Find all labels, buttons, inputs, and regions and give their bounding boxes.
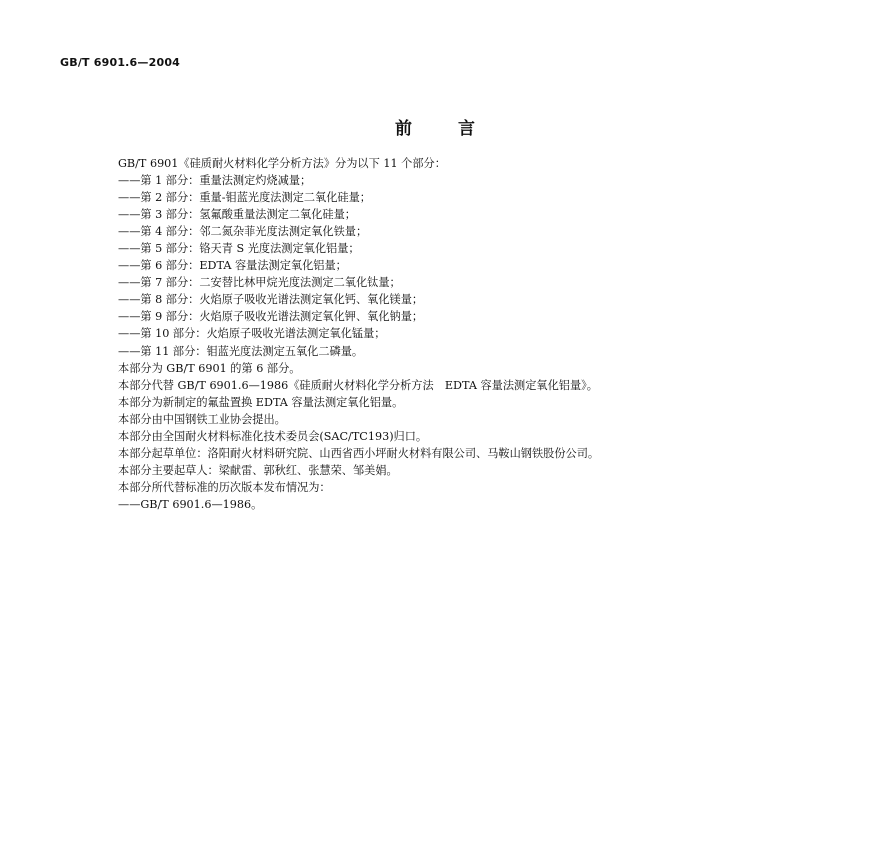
foreword-body xyxy=(118,155,838,513)
paragraph: 本部分为 GB/T 6901 的第 6 部分。 xyxy=(118,361,301,375)
part-item: ——第 9 部分：火焰原子吸收光谱法测定氧化钾、氧化钠量； xyxy=(118,310,424,324)
paragraph: 本部分为新制定的氟盐置换 EDTA 容量法测定氧化铝量。 xyxy=(118,395,404,409)
part-item: ——第 10 部分：火焰原子吸收光谱法测定氧化锰量； xyxy=(118,327,386,341)
page-title: 前言 xyxy=(395,119,521,139)
part-item: ——第 2 部分：重量-钼蓝光度法测定二氧化硅量； xyxy=(118,191,371,205)
part-item: ——第 11 部分：钼蓝光度法测定五氧化二磷量。 xyxy=(118,344,364,358)
paragraph: 本部分主要起草人：梁献雷、郭秋红、张慧荣、邹美娟。 xyxy=(118,463,398,477)
part-item: ——第 4 部分：邻二氮杂菲光度法测定氧化铁量； xyxy=(118,225,368,239)
part-item: ——第 7 部分：二安替比林甲烷光度法测定二氧化钛量； xyxy=(118,276,401,290)
part-item: ——第 1 部分：重量法测定灼烧减量； xyxy=(118,174,312,188)
history-item: ——GB/T 6901.6—1986。 xyxy=(118,497,263,511)
paragraph: 本部分所代替标准的历次版本发布情况为： xyxy=(118,480,331,494)
part-item: ——第 6 部分：EDTA 容量法测定氧化铝量； xyxy=(118,259,347,273)
paragraph: 本部分由中国钢铁工业协会提出。 xyxy=(118,412,286,426)
intro-line: GB/T 6901《硅质耐火材料化学分析方法》分为以下 11 个部分： xyxy=(118,157,446,170)
paragraph: 本部分代替 GB/T 6901.6—1986《硅质耐火材料化学分析方法 EDTA 容量法测定氧化铝量》。 xyxy=(118,378,598,392)
standard-code: GB/T 6901.6—2004 xyxy=(60,56,181,69)
part-item: ——第 8 部分：火焰原子吸收光谱法测定氧化钙、氧化镁量； xyxy=(118,293,424,307)
paragraph: 本部分由全国耐火材料标准化技术委员会(SAC/TC193)归口。 xyxy=(118,429,428,443)
paragraph: 本部分起草单位：洛阳耐火材料研究院、山西省西小坪耐火材料有限公司、马鞍山钢铁股份公司。 xyxy=(118,446,600,460)
part-item: ——第 5 部分：铬天青 S 光度法测定氧化铝量； xyxy=(118,242,360,256)
part-item: ——第 3 部分：氢氟酸重量法测定二氧化硅量； xyxy=(118,208,356,222)
